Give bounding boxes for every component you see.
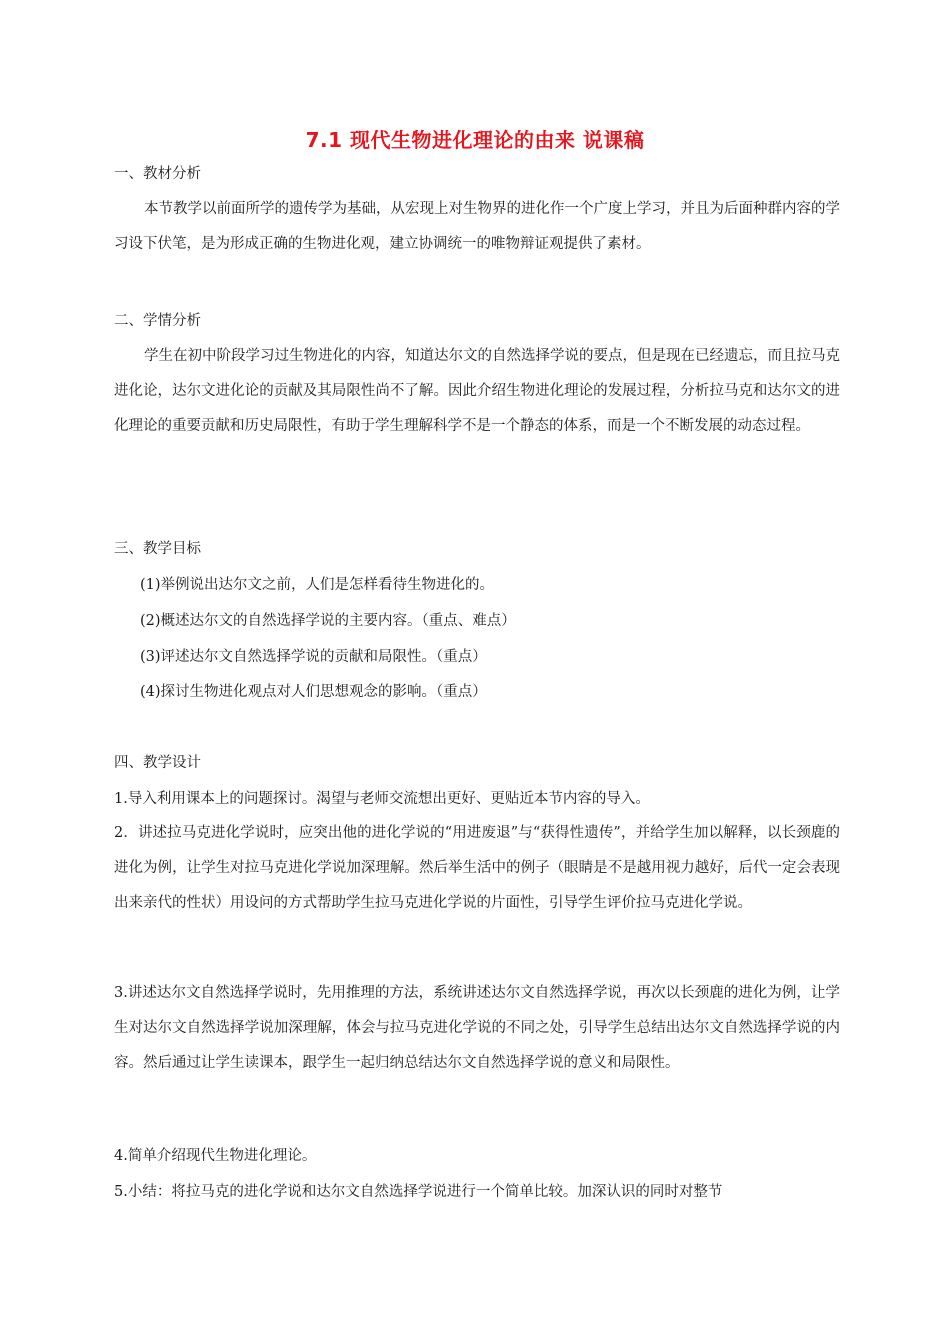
section-body-textbook-analysis: 本节教学以前面所学的遗传学为基础，从宏现上对生物界的进化作一个广度上学习，并且为后面种群内容的学习设下伏笔，是为形成正确的生物进化观，建立协调统一的唯物辩证观提供了素材。 xyxy=(114,201,840,252)
design-item-2: 2．讲述拉马克进化学说时，应突出他的进化学说的“用进废退”与“获得性遗传”，并给学生加以解释，以长颈鹿的进化为例，让学生对拉马克进化学说加深理解。然后举生活中的例子（眼睛是不是越用视力越好，后代一定会表现出来亲代的性状）用设问的方式帮助学生拉马克进化学说的片面性，引导学生评价拉马克进化学说。 xyxy=(114,825,840,911)
design-item-3: 3.讲述达尔文自然选择学说时，先用推理的方法，系统讲述达尔文自然选择学说，再次以长颈鹿的进化为例，让学生对达尔文自然选择学说加深理解，体会与拉马克进化学说的不同之处，引导学生总结出达尔文自然选择学说的内容。然后通过让学生读课本，跟学生一起归纳总结达尔文自然选择学说的意义和局限性。 xyxy=(114,985,840,1071)
goal-item: (2)概述达尔文的自然选择学说的主要内容。（重点、难点） xyxy=(140,613,516,629)
design-item-1: 1.导入利用课本上的问题探讨。渴望与老师交流想出更好、更贴近本节内容的导入。 xyxy=(114,791,650,807)
section-body-student-analysis: 学生在初中阶段学习过生物进化的内容，知道达尔文的自然选择学说的要点，但是现在已经遗忘，而且拉马克进化论，达尔文进化论的贡献及其局限性尚不了解。因此介绍生物进化理论的发展过程，分析拉马克和达尔文的进化理论的重要贡献和历史局限性，有助于学生理解科学不是一个静态的体系，而是一个不断发展的动态过程。 xyxy=(114,348,840,434)
section-heading-student-analysis: 二、学情分析 xyxy=(114,313,201,329)
section-heading-teaching-design: 四、教学设计 xyxy=(114,755,201,771)
goal-item: (4)探讨生物进化观点对人们思想观念的影响。（重点） xyxy=(140,684,487,700)
section-heading-textbook-analysis: 一、教材分析 xyxy=(114,166,201,182)
section-heading-teaching-goals: 三、教学目标 xyxy=(114,541,201,557)
design-item-4: 4.简单介绍现代生物进化理论。 xyxy=(114,1148,317,1164)
goal-item: (1)举例说出达尔文之前，人们是怎样看待生物进化的。 xyxy=(140,577,495,593)
design-item-5: 5.小结：将拉马克的进化学说和达尔文自然选择学说进行一个简单比较。加深认识的同时对整节 xyxy=(114,1184,723,1200)
goal-item: (3)评述达尔文自然选择学说的贡献和局限性。（重点） xyxy=(140,649,487,665)
page-title: 7.1 现代生物进化理论的由来 说课稿 xyxy=(305,128,645,152)
